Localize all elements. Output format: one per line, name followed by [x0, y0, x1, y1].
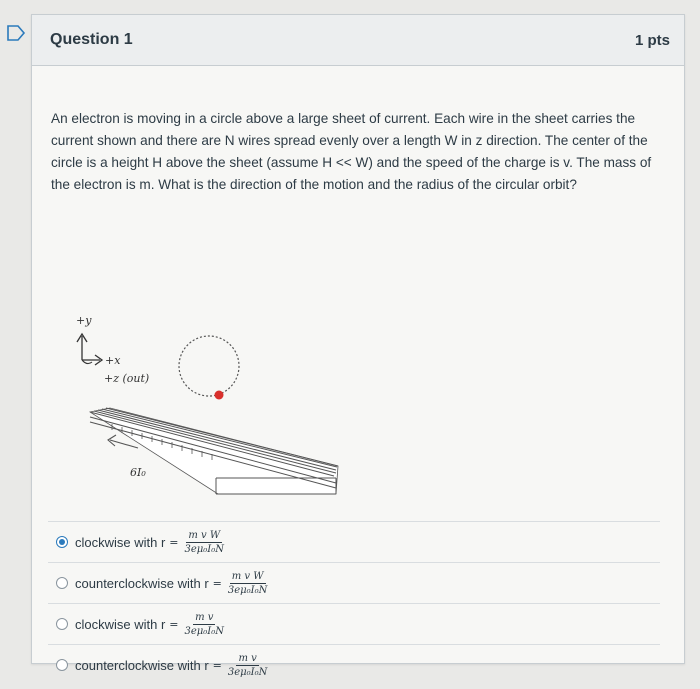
answer-equals: =: [169, 617, 179, 631]
question-text: An electron is moving in a circle above a large sheet of current. Each wire in the sheet carries the current shown and there are N wires spread evenly over a length W in z direction. The center of the circle is a height H above the sheet (assume H << W) and the speed of the charge is v. The mass of the electron is m. What is the direction of the motion and the radius of the circular orbit?: [51, 111, 652, 192]
fraction-denominator: 3eμ₀I₀N: [227, 584, 268, 596]
fraction-numerator: m v: [238, 652, 257, 664]
answer-option-2[interactable]: [48, 562, 660, 603]
fraction-numerator: m v W: [231, 570, 264, 582]
fraction-numerator: m v W: [188, 529, 221, 541]
answer-label: clockwise with r: [75, 534, 166, 550]
fraction-numerator: m v: [195, 611, 214, 623]
answer-option-1[interactable]: [48, 521, 660, 562]
question-header: [32, 15, 684, 66]
flag-question-icon[interactable]: [6, 24, 26, 42]
axes: [76, 314, 149, 385]
current-sheet: [90, 408, 338, 494]
answer-fraction: [228, 571, 268, 596]
answer-label: clockwise with r: [75, 616, 166, 632]
current-label: 6I₀: [130, 466, 146, 479]
answer-label: counterclockwise with r: [75, 575, 209, 591]
radio-icon[interactable]: [56, 577, 68, 589]
answer-list: [48, 521, 660, 685]
question-title: Question 1: [50, 31, 133, 48]
answer-equals: =: [169, 535, 179, 549]
answer-equals: =: [212, 658, 222, 672]
answer-fraction: [185, 530, 225, 555]
axis-z-label: +z (out): [104, 372, 150, 385]
fraction-denominator: 3eμ₀I₀N: [184, 625, 225, 637]
radio-icon[interactable]: [56, 618, 68, 630]
answer-label: counterclockwise with r: [75, 657, 209, 673]
fraction-denominator: 3eμ₀I₀N: [184, 543, 225, 555]
answer-fraction: [228, 653, 268, 678]
answer-equals: =: [212, 576, 222, 590]
answer-option-4[interactable]: [48, 644, 660, 685]
radio-icon[interactable]: [56, 659, 68, 671]
electron-orbit: [179, 336, 239, 396]
electron-dot: [215, 391, 224, 400]
fraction-denominator: 3eμ₀I₀N: [227, 666, 268, 678]
axis-y-label: +y: [76, 314, 92, 327]
question-points: 1 pts: [634, 31, 670, 49]
answer-fraction: [185, 612, 225, 637]
radio-selected-icon[interactable]: [56, 536, 68, 548]
question-card: [31, 14, 685, 678]
current-sheet-diagram: [52, 262, 352, 502]
answer-option-3[interactable]: [48, 603, 660, 644]
axis-x-label: +x: [105, 354, 121, 367]
